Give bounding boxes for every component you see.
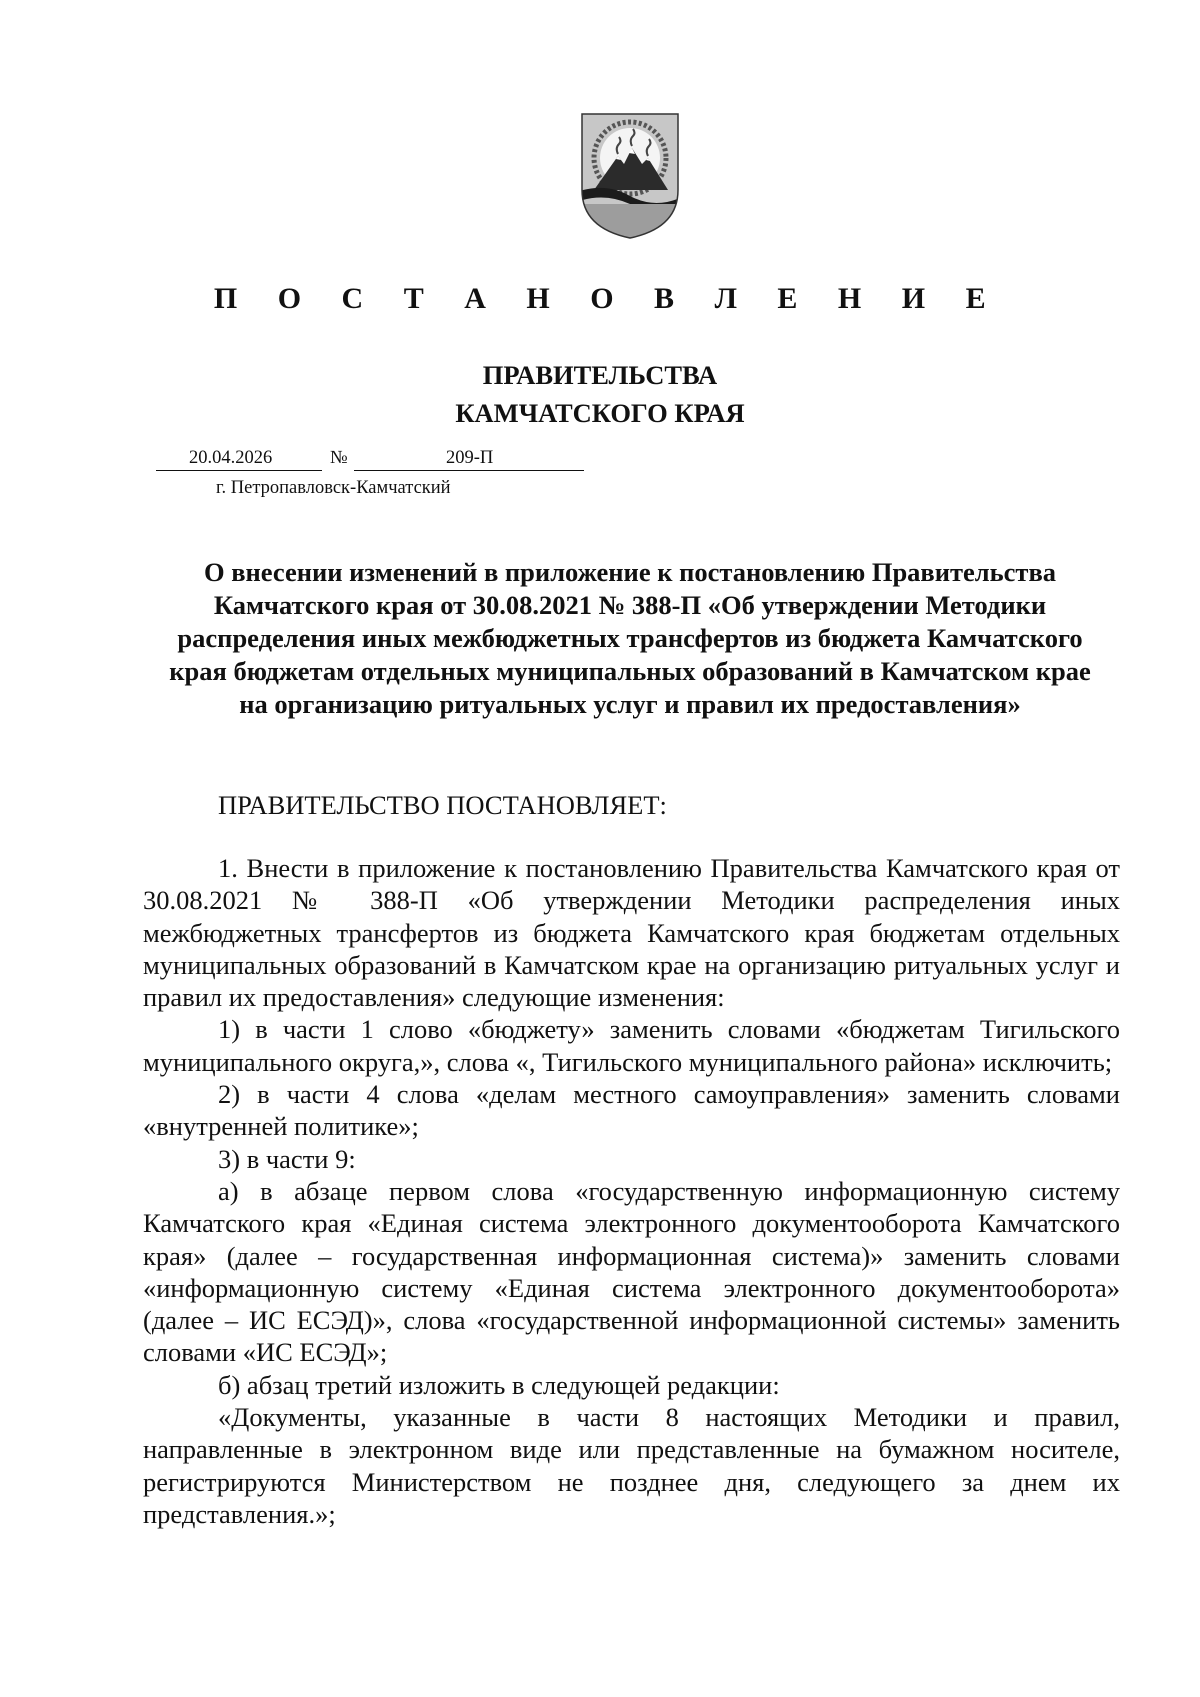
place-of-issue: г. Петропавловск-Камчатский [216, 478, 451, 498]
paragraph-quoted-text: «Документы, указанные в части 8 настоящих Методики и правил, направленные в электронном виде или представленные на бумажном носителе, регистрируются Министерством не позднее дня, следующего за днем их представления.»; [143, 1402, 1120, 1529]
date-number-row [156, 446, 584, 472]
issuer-line-1: ПРАВИТЕЛЬСТВА [482, 360, 718, 390]
issuer-line-2: КАМЧАТСКОГО КРАЯ [455, 398, 745, 428]
paragraph-item-1: 1) в части 1 слово «бюджету» заменить словами «бюджетам Тигильского муниципального округа,», слова «, Тигильского муниципального района» исключить; [143, 1014, 1120, 1077]
document-date: 20.04.2026 [189, 448, 273, 468]
document-type-heading: П О С Т А Н О В Л Е Н И Е [213, 282, 1003, 315]
title-line-1: О внесении изменений в приложение к постановлению Правительства [203, 557, 1057, 587]
document-body [143, 852, 1120, 1530]
number-underline [354, 470, 584, 471]
title-line-3: распределения иных межбюджетных трансфертов из бюджета Камчатского [177, 623, 1083, 653]
title-line-2: Камчатского края от 30.08.2021 № 388-П «Об утверждении Методики [213, 590, 1047, 620]
paragraph-subitem-a: а) в абзаце первом слова «государственную информационную систему Камчатского края «Единая система электронного документооборота Камчатского края» (далее – государственная информационная система)» заменить словами «информационную систему «Единая система электронного документооборота» (далее – ИС ЕСЭД)», слова «государственной информационной системы» заменить словами «ИС ЕСЭД»; [143, 1175, 1120, 1368]
decree-statement: ПРАВИТЕЛЬСТВО ПОСТАНОВЛЯЕТ: [218, 790, 667, 820]
paragraph-subitem-b: б) абзац третий изложить в следующей редакции: [218, 1369, 780, 1400]
title-line-4: края бюджетам отдельных муниципальных образований в Камчатском крае [169, 656, 1091, 686]
coat-of-arms-icon [576, 112, 684, 240]
document-number: 209-П [446, 448, 494, 468]
title-line-5: на организацию ритуальных услуг и правил их предоставления» [239, 689, 1021, 719]
issuer-heading [0, 356, 1200, 432]
date-underline [156, 470, 322, 471]
paragraph-1: 1. Внести в приложение к постановлению Правительства Камчатского края от 30.08.2021 № 388-П «Об утверждении Методики распределения иных межбюджетных трансфертов из бюджета Камчатского края бюджетам отдельных муниципальных образований в Камчатском крае на организацию ритуальных услуг и правил их предоставления» следующие изменения: [143, 853, 1120, 1013]
paragraph-item-3: 3) в части 9: [218, 1143, 356, 1174]
document-title [140, 556, 1120, 721]
number-sign: № [330, 448, 348, 468]
paragraph-item-2: 2) в части 4 слова «делам местного самоуправления» заменить словами «внутренней политике»; [143, 1079, 1120, 1142]
